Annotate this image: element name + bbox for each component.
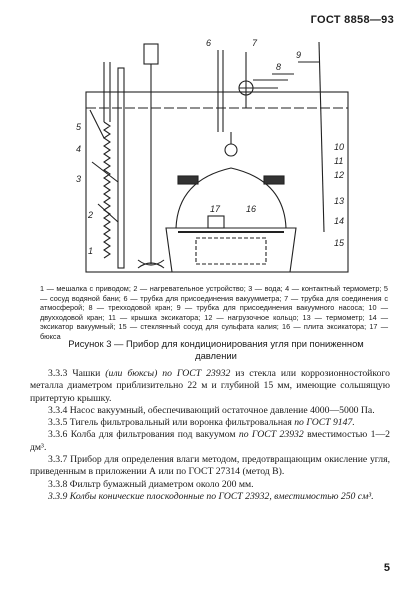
- two-way-cock: [225, 144, 237, 156]
- label-1: 1: [88, 246, 94, 256]
- paragraph-3-3-5: 3.3.5 Тигель фильтровальный или воронка фильтровальная по ГОСТ 9147.: [48, 417, 355, 429]
- label-7: 7: [252, 38, 258, 48]
- label-17: 17: [210, 204, 221, 214]
- figure-legend: 1 — мешалка с приводом; 2 — нагревательное устройство; 3 — вода; 4 — контактный термометр; 5 — сосуд водяной бани; 6 — трубка для присоединения вакуумметра; 7 — трубка для соединения с атмосферой; 8 — трехходовой кран; 9 — трубка для присоединения вакуумного насоса; 10 — двухходовой кран; 11 — крышка эксикатора; 12 — нагрузочное кольцо; 13 — термометр; 14 — эксикатор вакуумный; 15 — стеклянный сосуд для сульфата калия; 16 — плита эксикатора; 17 — бюкса: [40, 284, 388, 341]
- load-ring-right: [264, 176, 284, 184]
- label-6: 6: [206, 38, 212, 48]
- label-16: 16: [246, 204, 257, 214]
- paragraph-3-3-6: 3.3.6 Колба для фильтрования под вакуумом по ГОСТ 23932 вместимостью 1—2 дм³.: [30, 429, 391, 453]
- heater-coil: [104, 122, 110, 258]
- label-11: 11: [334, 156, 344, 166]
- apparatus-drawing: [58, 32, 358, 282]
- label-2: 2: [88, 210, 94, 220]
- stirrer-motor: [144, 44, 158, 64]
- paragraph-3-3-8: 3.3.8 Фильтр бумажный диаметром около 200 мм.: [48, 478, 254, 490]
- load-ring-left: [178, 176, 198, 184]
- label-14: 14: [334, 216, 345, 226]
- label-10: 10: [334, 142, 345, 152]
- sulfate-vessel: [196, 238, 266, 264]
- label-4: 4: [76, 144, 82, 154]
- paragraph-3-3-4: 3.3.4 Насос вакуумный, обеспечивающий остаточное давление 4000—5000 Па.: [48, 404, 375, 416]
- page-number: 5: [383, 562, 390, 574]
- label-5: 5: [76, 122, 82, 132]
- document-body: [30, 368, 390, 503]
- water-bath-vessel: [86, 92, 348, 272]
- figure-caption: Рисунок 3 — Прибор для кондиционирования угля при пониженном давлении: [68, 338, 364, 361]
- label-9: 9: [296, 50, 302, 60]
- paragraph-3-3-3: 3.3.3 Чашки (или бюксы) по ГОСТ 23932 из стекла или коррозионностойкого металла диаметром приблизительно 22 м и глубиной 15 мм, имеющие сольшящую притертую крышку.: [30, 368, 390, 404]
- apparatus-figure: [58, 32, 358, 282]
- thermometer-right: [319, 42, 324, 232]
- paragraph-3-3-7: 3.3.7 Прибор для определения влаги методом, предотвращающим окисление угля, приведенным в приложении А или по ГОСТ 27314 (метод В).: [30, 454, 390, 478]
- paragraph-3-3-9: 3.3.9 Колбы конические плоскодонные по ГОСТ 23932, вместимостью 250 см³.: [48, 490, 374, 502]
- label-8: 8: [276, 62, 282, 72]
- label-3: 3: [76, 174, 82, 184]
- label-13: 13: [334, 196, 345, 206]
- label-15: 15: [334, 238, 345, 248]
- document-code: ГОСТ 8858—93: [310, 14, 394, 26]
- weighing-bottle: [208, 216, 224, 228]
- contact-thermometer: [118, 68, 124, 268]
- vacuum-desiccator: [166, 228, 296, 272]
- label-12: 12: [334, 170, 345, 180]
